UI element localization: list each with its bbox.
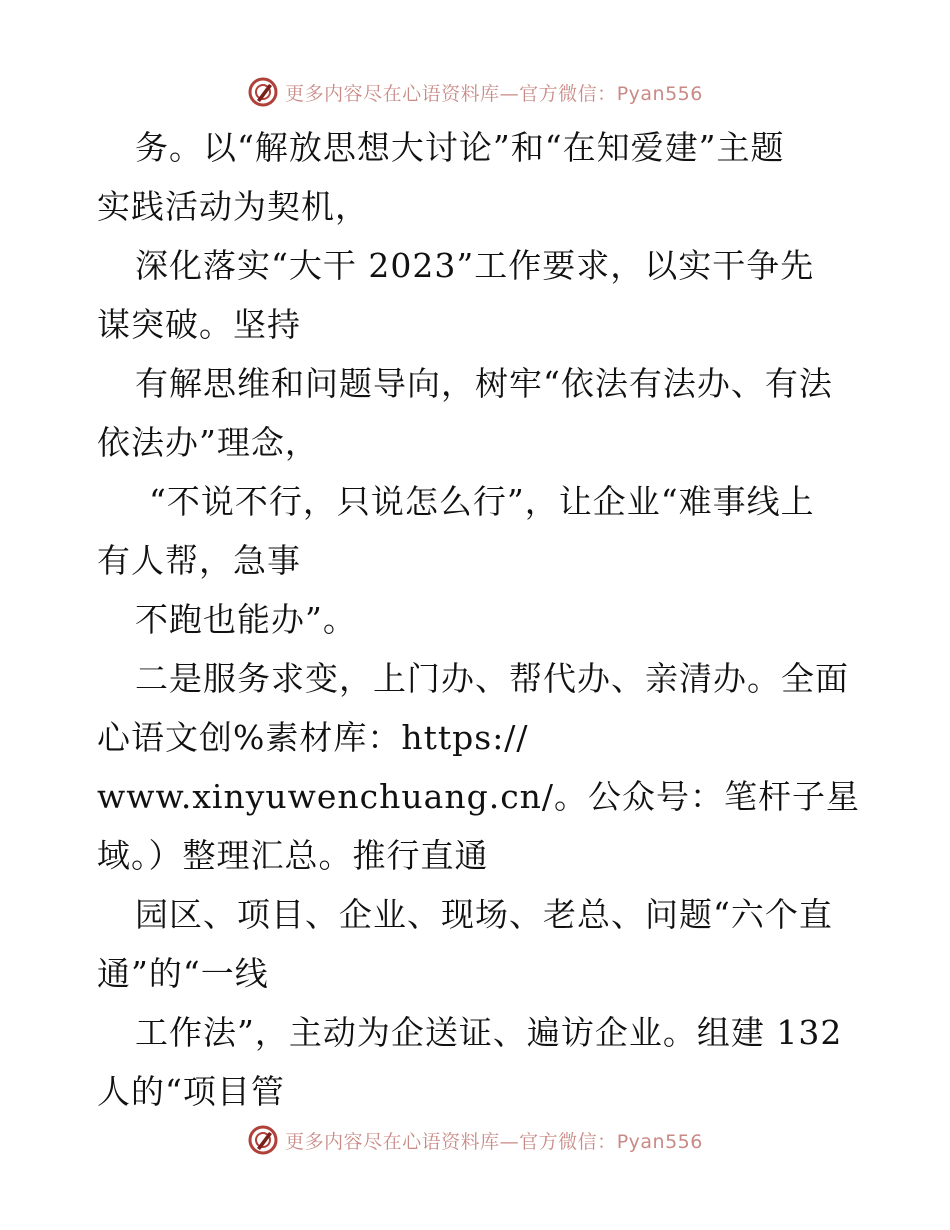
pen-seal-icon — [247, 1124, 279, 1156]
body-line: 谋突破。坚持 — [97, 305, 301, 344]
body-line: 工作法”，主动为企送证、遍访企业。组建 132 — [135, 1013, 843, 1052]
body-line: 依法办”理念， — [97, 423, 319, 462]
body-line: www.xinyuwenchuang.cn/。公众号：笔杆子星 — [97, 777, 861, 816]
body-line: 不跑也能办”。 — [135, 600, 357, 639]
watermark-suffix: 官方微信： — [519, 1130, 617, 1153]
watermark-separator: — — [499, 1130, 520, 1153]
body-line: 园区、项目、企业、现场、老总、问题“六个直 — [135, 895, 833, 934]
body-line: 务。以“解放思想大讨论”和“在知爱建”主题 — [135, 128, 785, 167]
pen-seal-icon — [247, 76, 279, 108]
document-body — [97, 118, 861, 1121]
watermark-suffix: 官方微信： — [519, 82, 617, 105]
body-line: 深化落实“大干 2023”工作要求，以实干争先 — [135, 246, 815, 285]
body-line: “不说不行，只说怎么行”，让企业“难事线上 — [149, 482, 815, 521]
body-line: 有人帮，急事 — [97, 541, 301, 580]
body-line: 二是服务求变，上门办、帮代办、亲清办。全面 — [135, 659, 849, 698]
body-line: 通”的“一线 — [97, 954, 269, 993]
body-line: 人的“项目管 — [97, 1072, 285, 1111]
page-footer-watermark — [0, 1120, 950, 1160]
page-header-watermark — [0, 72, 950, 112]
watermark-wechat-id: Pyan556 — [616, 82, 703, 105]
body-line: 域。）整理汇总。推行直通 — [97, 836, 489, 875]
body-line: 心语文创%素材库：https:// — [97, 718, 529, 757]
watermark-brand: 更多内容尽在心语资料库 — [285, 82, 500, 105]
watermark-brand: 更多内容尽在心语资料库 — [285, 1130, 500, 1153]
watermark-text — [285, 79, 703, 106]
watermark-text — [285, 1127, 703, 1154]
watermark-wechat-id: Pyan556 — [616, 1130, 703, 1153]
body-line: 实践活动为契机， — [97, 187, 369, 226]
watermark-separator: — — [499, 82, 520, 105]
body-line: 有解思维和问题导向，树牢“依法有法办、有法 — [135, 364, 833, 403]
